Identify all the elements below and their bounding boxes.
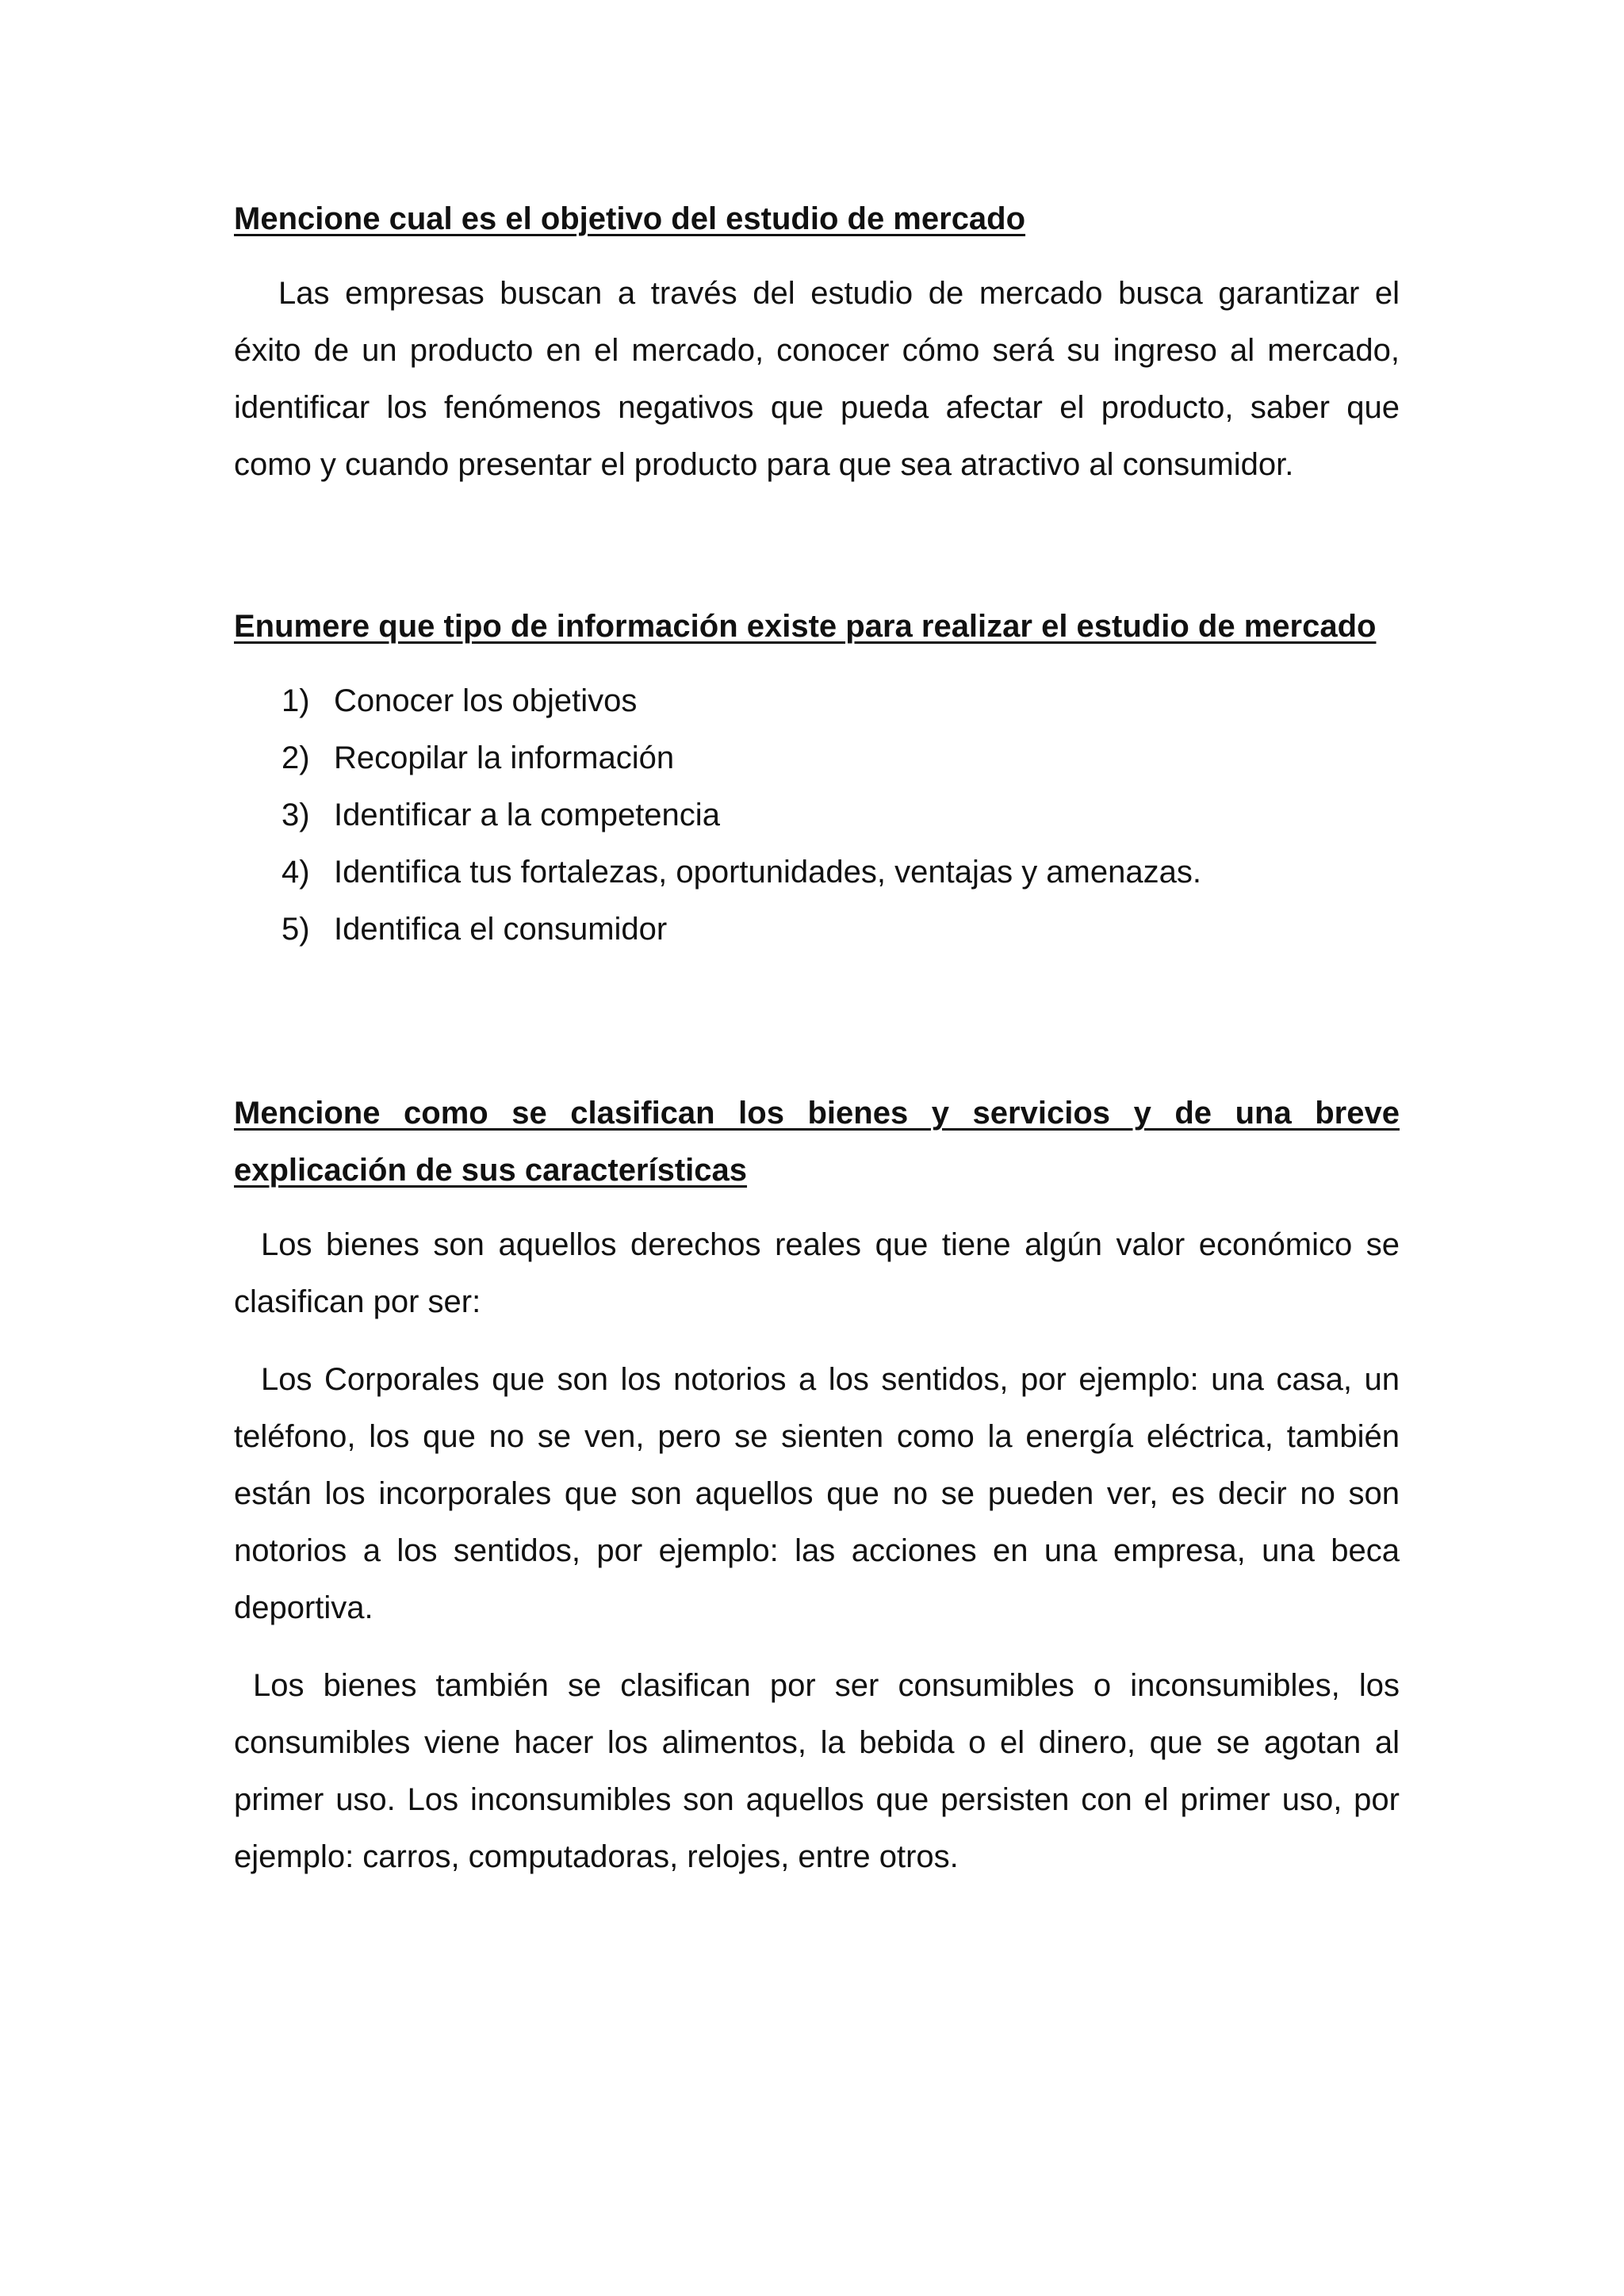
paragraph-bienes-definicion: Los bienes son aquellos derechos reales que tiene algún valor económico se clasifican por ser: [234, 1227, 1400, 1319]
list-item-number: 1) [282, 683, 310, 718]
section-heading-bienes-servicios: Mencione como se clasifican los bienes y servicios y de una breve explicación de sus características [234, 1096, 1400, 1188]
list-item-text: Identifica tus fortalezas, oportunidades, ventajas y amenazas. [334, 855, 1201, 890]
list-item [234, 901, 1400, 958]
list-item-text: Conocer los objetivos [334, 683, 638, 718]
list-item [234, 729, 1400, 786]
list-item-number: 4) [282, 855, 310, 890]
list-item-number: 2) [282, 740, 310, 775]
section-heading-objetivo: Mencione cual es el objetivo del estudio de mercado [234, 201, 1026, 236]
list-item [234, 844, 1400, 901]
paragraph-bienes-consumibles: Los bienes también se clasifican por ser consumibles o inconsumibles, los consumibles viene hacer los alimentos, la bebida o el dinero, que se agotan al primer uso. Los inconsumibles son aquellos que persisten con el primer uso, por ejemplo: carros, computadoras, relojes, entre otros. [234, 1668, 1400, 1874]
list-item-text: Recopilar la información [334, 740, 675, 775]
list-item-text: Identificar a la competencia [334, 798, 720, 832]
list-item-text: Identifica el consumidor [334, 912, 668, 947]
section-heading-informacion: Enumere que tipo de información existe para realizar el estudio de mercado [234, 609, 1377, 644]
list-item [234, 672, 1400, 729]
list-item [234, 786, 1400, 844]
list-item-number: 3) [282, 798, 310, 832]
document-body [234, 190, 1400, 1885]
paragraph-bienes-corporales: Los Corporales que son los notorios a los sentidos, por ejemplo: una casa, un teléfono, los que no se ven, pero se sienten como la energía eléctrica, también están los incorporales que son aquellos que no se pueden ver, es decir no son notorios a los sentidos, por ejemplo: las acciones en una empresa, una beca deportiva. [234, 1362, 1400, 1625]
paragraph-objetivo: Las empresas buscan a través del estudio de mercado busca garantizar el éxito de un producto en el mercado, conocer cómo será su ingreso al mercado, identificar los fenómenos negativos que pueda afectar el producto, saber que como y cuando presentar el producto para que sea atractivo al consumidor. [234, 276, 1400, 482]
numbered-list [234, 672, 1400, 958]
list-item-number: 5) [282, 912, 310, 947]
